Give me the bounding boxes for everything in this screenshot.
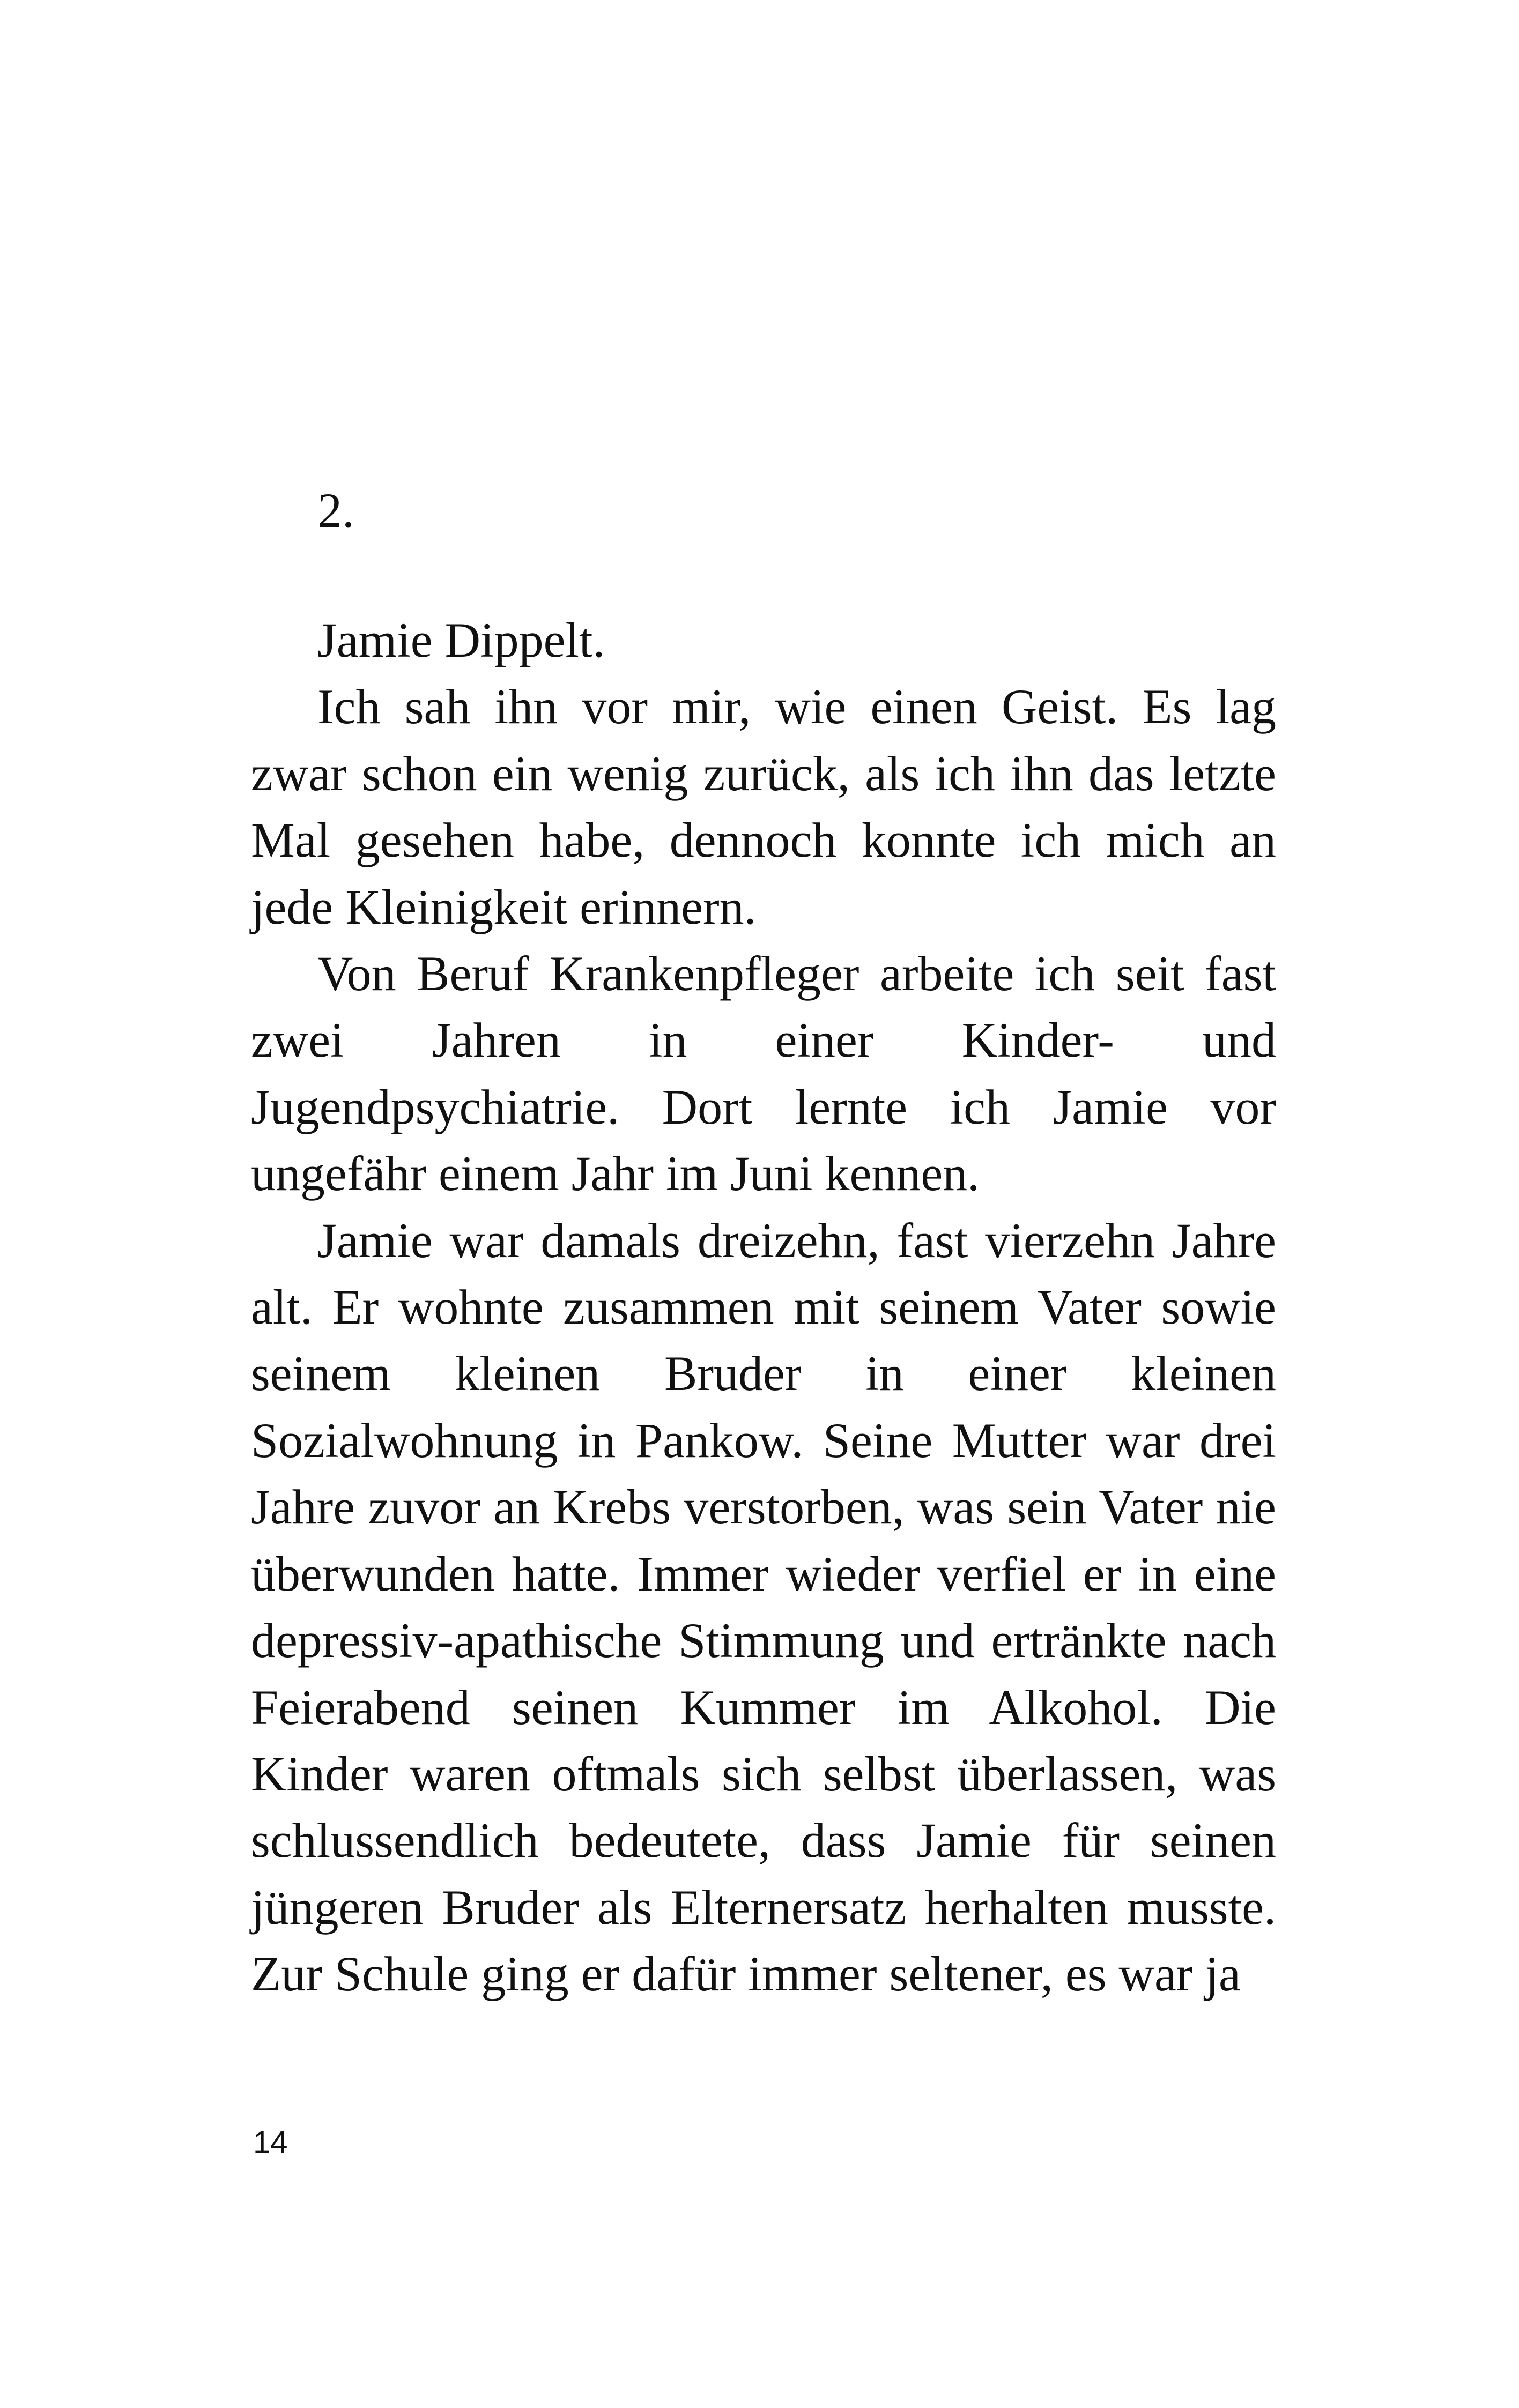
paragraph: Ich sah ihn vor mir, wie einen Geist. Es lag zwar schon ein wenig zurück, als ich ihn das letzte Mal gesehen habe, dennoch konnte ich mich an jede Kleinigkeit erinnern. — [251, 679, 1276, 934]
chapter-number: 2. — [317, 483, 354, 538]
chapter-body — [251, 607, 1276, 2008]
paragraph: Jamie war damals dreizehn, fast vierzehn Jahre alt. Er wohnte zusammen mit seinem Vater sowie seinem kleinen Bruder in einer kleinen Sozialwohnung in Pankow. Seine Mutter war drei Jahre zuvor an Krebs verstorben, was sein Vater nie überwunden hatte. Immer wieder verfiel er in eine depressiv-apathische Stimmung und ertränkte nach Feierabend seinen Kummer im Alkohol. Die Kinder waren oftmals sich selbst überlassen, was schlussendlich bedeutete, dass Jamie für seinen jüngeren Bruder als Elternersatz herhalten musste. Zur Schule ging er dafür immer seltener, es war ja — [251, 1213, 1276, 2002]
paragraph-opening: Jamie Dippelt. — [317, 613, 605, 667]
paragraph: Von Beruf Krankenpfleger arbeite ich seit fast zwei Jahren in einer Kinder- und Jugendpsychiatrie. Dort lernte ich Jamie vor ungefähr einem Jahr im Juni kennen. — [251, 946, 1276, 1201]
page-number: 14 — [253, 2125, 288, 2160]
